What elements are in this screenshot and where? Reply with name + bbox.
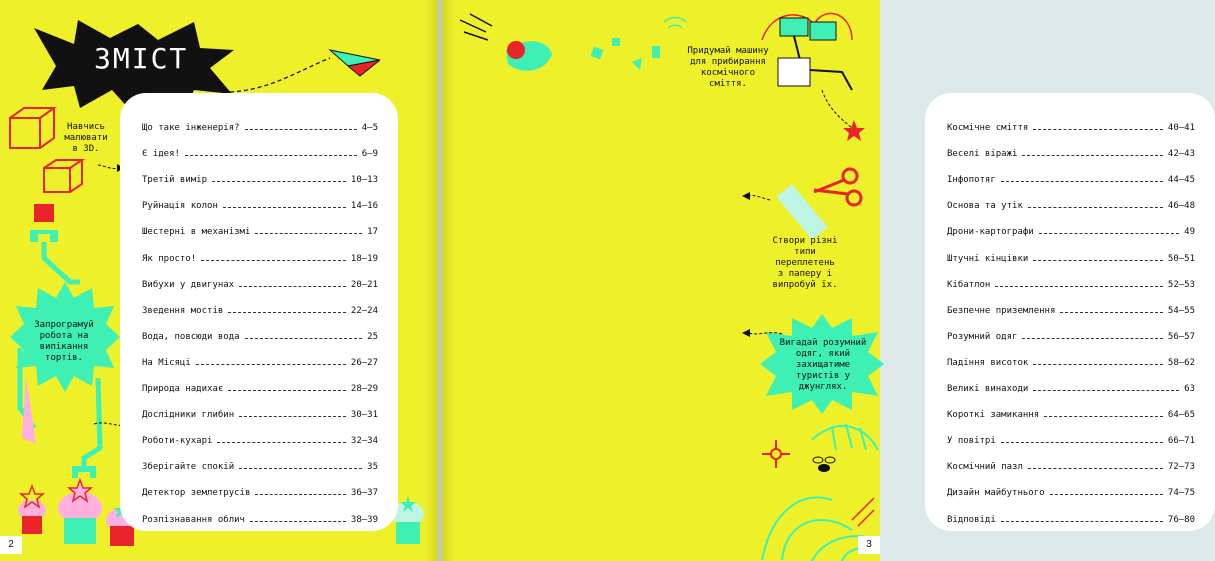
toc-entry-title: Що таке інженерія? (142, 123, 240, 134)
pointer-arrow-icon (742, 326, 782, 340)
toc-dot-leader (1028, 467, 1163, 469)
toc-entry-pages: 10–13 (350, 175, 378, 186)
pointer-arrow-icon (742, 190, 770, 204)
jungle-leaves-icon (742, 380, 880, 561)
toc-entry[interactable] (142, 472, 378, 498)
toc-entry[interactable] (947, 446, 1195, 472)
toc-entry[interactable] (142, 107, 378, 133)
toc-entry[interactable] (142, 133, 378, 159)
toc-dot-leader (239, 415, 346, 417)
toc-entry-pages: 38–39 (350, 514, 378, 525)
toc-entry-title: Дрони-картографи (947, 227, 1034, 238)
toc-dot-leader (1022, 337, 1162, 339)
toc-dot-leader (185, 154, 357, 156)
toc-entry-title: Штучні кінцівки (947, 253, 1029, 264)
toc-entry[interactable] (142, 446, 378, 472)
toc-dot-leader (196, 363, 346, 365)
toc-entry-title: Падіння висоток (947, 357, 1029, 368)
toc-dot-leader (1039, 232, 1179, 234)
toc-entry-pages: 18–19 (350, 253, 378, 264)
page-title: ЗМІСТ (94, 42, 189, 75)
toc-entry-pages: 56–57 (1167, 331, 1195, 342)
note-draw-3d: Навчись малювати в 3D. (64, 122, 108, 154)
toc-entry[interactable] (142, 264, 378, 290)
toc-entry-title: Короткі замикання (947, 410, 1040, 421)
toc-entry-pages: 20–21 (350, 279, 378, 290)
comet-icon (456, 10, 556, 80)
toc-entry-title: У повітрі (947, 436, 996, 447)
toc-entry-title: Вибухи у двигунах (142, 279, 235, 290)
toc-entry-title: Зберігайте спокій (142, 462, 235, 473)
toc-entry-pages: 76–80 (1167, 514, 1195, 525)
toc-entry-pages: 54–55 (1167, 305, 1195, 316)
toc-entry-title: Веселі віражі (947, 149, 1018, 160)
note-weaves: Створи різні типи переплетень з паперу і випробуй їх. (772, 236, 838, 290)
toc-entry[interactable] (947, 107, 1195, 133)
page-number-left: 2 (0, 536, 22, 554)
toc-entry-pages: 36–37 (350, 488, 378, 499)
toc-entry[interactable] (947, 368, 1195, 394)
toc-dot-leader (1001, 520, 1163, 522)
toc-entry-pages: 46–48 (1167, 201, 1195, 212)
toc-entry[interactable] (142, 185, 378, 211)
toc-dot-leader (1001, 441, 1163, 443)
toc-entry[interactable] (142, 316, 378, 342)
toc-entry-pages: 64–65 (1167, 410, 1195, 421)
toc-entry-pages: 66–71 (1167, 436, 1195, 447)
scissors-icon (778, 160, 868, 240)
book-gutter (426, 0, 454, 561)
toc-dot-leader (1001, 180, 1163, 182)
page-number-right: 3 (858, 536, 880, 554)
toc-entry-title: Великі винаходи (947, 384, 1029, 395)
toc-entry-title: Вода, повсюди вода (142, 331, 240, 342)
note-robot: Запрограмуй робота на випікання тортів. (34, 320, 94, 363)
toc-entry-pages: 4–5 (361, 123, 378, 134)
space-debris-icon (582, 18, 692, 88)
toc-entry-title: Дослідники глибин (142, 410, 235, 421)
toc-entry[interactable] (142, 394, 378, 420)
toc-entry-pages: 49 (1184, 227, 1195, 238)
toc-list-right (947, 107, 1195, 525)
toc-entry-pages: 25 (367, 331, 378, 342)
toc-entry[interactable] (947, 342, 1195, 368)
toc-entry[interactable] (142, 342, 378, 368)
toc-dot-leader (1033, 128, 1163, 130)
toc-dot-leader (239, 285, 346, 287)
toc-dot-leader (212, 180, 346, 182)
toc-entry-title: Дизайн майбутнього (947, 488, 1045, 499)
toc-entry-pages: 30–31 (350, 410, 378, 421)
toc-entry[interactable] (947, 211, 1195, 237)
toc-entry-title: Космічний пазл (947, 462, 1023, 473)
toc-dot-leader (1033, 259, 1163, 261)
right-page (442, 0, 1195, 561)
toc-entry-pages: 52–53 (1167, 279, 1195, 290)
paper-plane-icon (230, 30, 430, 100)
toc-entry-title: Основа та утік (947, 201, 1023, 212)
toc-dot-leader (255, 493, 346, 495)
toc-dot-leader (250, 520, 346, 522)
toc-entry-title: Інфопотяг (947, 175, 996, 186)
toc-dot-leader (1033, 389, 1179, 391)
toc-entry-pages: 32–34 (350, 436, 378, 447)
toc-entry-title: Кібатлон (947, 279, 991, 290)
toc-dot-leader (201, 259, 346, 261)
toc-entry[interactable] (142, 420, 378, 446)
toc-entry-title: Є ідея! (142, 149, 180, 160)
toc-card-left (120, 93, 398, 531)
note-clothing: Вигадай розумний одяг, який захищатиме туристів у джунглях. (779, 338, 867, 392)
toc-dot-leader (1022, 154, 1162, 156)
toc-dot-leader (1033, 363, 1163, 365)
toc-card-right (925, 93, 1215, 531)
toc-entry-pages: 14–16 (350, 201, 378, 212)
toc-entry[interactable] (947, 472, 1195, 498)
toc-entry[interactable] (142, 211, 378, 237)
toc-entry-pages: 28–29 (350, 384, 378, 395)
toc-entry-pages: 17 (367, 227, 378, 238)
toc-entry[interactable] (947, 420, 1195, 446)
toc-entry[interactable] (142, 290, 378, 316)
toc-entry[interactable] (947, 498, 1195, 524)
toc-entry-title: Як просто! (142, 253, 197, 264)
toc-entry[interactable] (947, 264, 1195, 290)
toc-entry-title: Безпечне приземлення (947, 305, 1056, 316)
toc-entry[interactable] (947, 159, 1195, 185)
toc-entry-pages: 58–62 (1167, 357, 1195, 368)
toc-entry-title: Руйнація колон (142, 201, 218, 212)
toc-entry-pages: 22–24 (350, 305, 378, 316)
toc-dot-leader (1044, 415, 1163, 417)
toc-dot-leader (223, 206, 346, 208)
toc-dot-leader (1050, 493, 1163, 495)
toc-entry-title: На Місяці (142, 357, 191, 368)
toc-dot-leader (245, 337, 363, 339)
toc-entry-pages: 63 (1184, 384, 1195, 395)
toc-dot-leader (1060, 311, 1163, 313)
toc-dot-leader (995, 285, 1163, 287)
toc-entry-pages: 74–75 (1167, 488, 1195, 499)
toc-dot-leader (1028, 206, 1163, 208)
toc-entry-title: Розумний одяг (947, 331, 1018, 342)
toc-entry[interactable] (947, 185, 1195, 211)
toc-entry[interactable] (142, 237, 378, 263)
toc-entry-pages: 40–41 (1167, 123, 1195, 134)
toc-entry-pages: 42–43 (1167, 149, 1195, 160)
toc-dot-leader (239, 467, 362, 469)
toc-entry-title: Третій вимір (142, 175, 208, 186)
toc-entry[interactable] (142, 159, 378, 185)
toc-entry-title: Природа надихає (142, 384, 224, 395)
toc-dot-leader (228, 389, 346, 391)
toc-entry-pages: 35 (367, 462, 378, 473)
toc-entry[interactable] (947, 290, 1195, 316)
toc-dot-leader (255, 232, 362, 234)
toc-dot-leader (228, 311, 346, 313)
toc-dot-leader (217, 441, 345, 443)
toc-entry-title: Детектор землетрусів (142, 488, 251, 499)
toc-entry[interactable] (142, 498, 378, 524)
toc-entry[interactable] (142, 368, 378, 394)
toc-entry[interactable] (947, 237, 1195, 263)
left-page (0, 0, 438, 561)
toc-dot-leader (245, 128, 357, 130)
toc-entry[interactable] (947, 316, 1195, 342)
toc-entry[interactable] (947, 133, 1195, 159)
toc-entry-pages: 72–73 (1167, 462, 1195, 473)
toc-list-left (142, 107, 378, 525)
toc-entry-title: Космічне сміття (947, 123, 1029, 134)
toc-entry-pages: 6–9 (361, 149, 378, 160)
toc-entry[interactable] (947, 394, 1195, 420)
toc-entry-title: Зведення мостів (142, 305, 224, 316)
toc-entry-title: Відповіді (947, 514, 996, 525)
toc-entry-pages: 44–45 (1167, 175, 1195, 186)
toc-entry-pages: 26–27 (350, 357, 378, 368)
toc-entry-title: Шестерні в механізмі (142, 227, 251, 238)
note-space-machine: Придумай машину для прибирання космічного сміття. (687, 46, 769, 89)
toc-entry-title: Розпізнавання облич (142, 514, 245, 525)
toc-entry-title: Роботи-кухарі (142, 436, 213, 447)
toc-entry-pages: 50–51 (1167, 253, 1195, 264)
